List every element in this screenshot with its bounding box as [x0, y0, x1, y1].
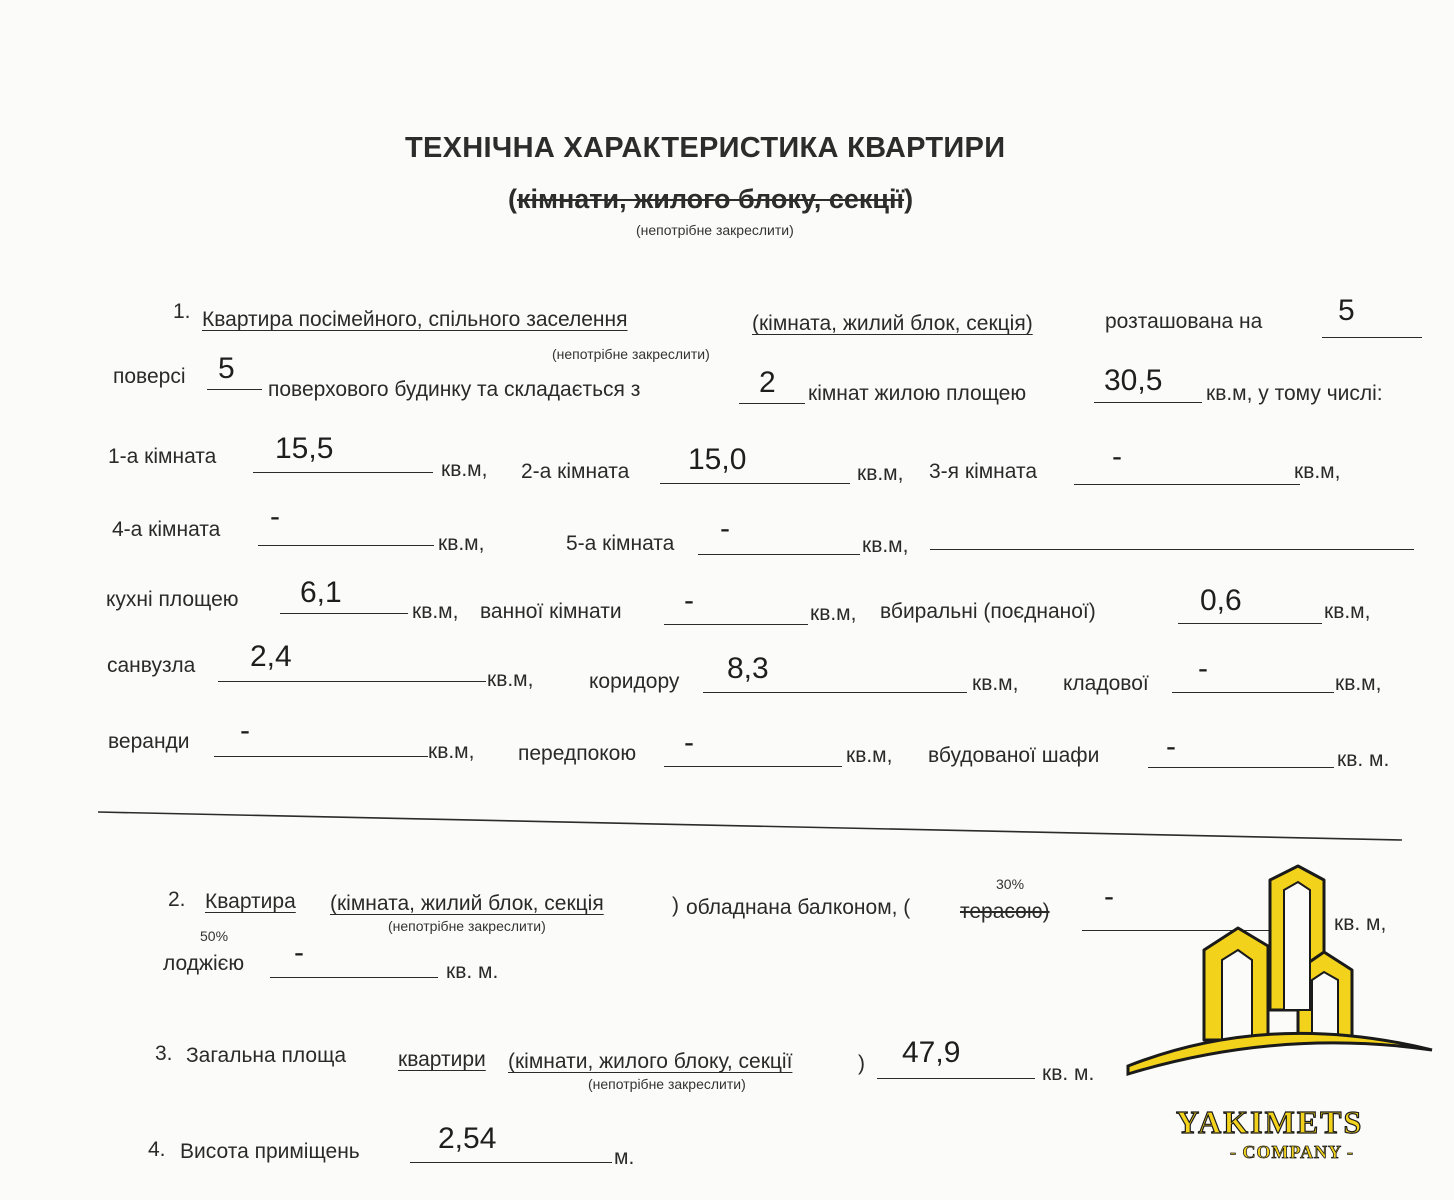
veranda-unit: кв.м,	[428, 740, 475, 763]
page-title: ТЕХНІЧНА ХАРАКТЕРИСТИКА КВАРТИРИ	[405, 132, 1006, 164]
room2-value: 15,0	[688, 443, 747, 476]
floors-total-value: 5	[218, 352, 235, 385]
rooms-count-value: 2	[759, 366, 776, 399]
s3-text-close: )	[858, 1052, 865, 1075]
s1-text-c: поверхового будинку та складається з	[268, 378, 641, 401]
s3-note: (непотрібне закреслити)	[588, 1076, 746, 1092]
room1-unit: кв.м,	[441, 458, 488, 481]
floor-value: 5	[1338, 294, 1355, 327]
percent-30: 30%	[996, 876, 1025, 892]
room4-value: -	[270, 500, 280, 533]
poversi-label: поверсі	[113, 365, 186, 388]
storage-label: кладової	[1063, 672, 1149, 695]
loggia-value: -	[294, 936, 304, 969]
bath-label: ванної кімнати	[480, 600, 622, 623]
s2-text-b: обладнана балконом, (	[686, 896, 911, 919]
bath-unit: кв.м,	[810, 602, 857, 625]
logo-name: YAKIMETS	[1176, 1104, 1364, 1140]
room5-unit: кв.м,	[862, 534, 909, 557]
subtitle-open: (	[508, 184, 517, 214]
balcony-unit: кв. м,	[1334, 912, 1387, 935]
room4-label: 4-а кімната	[112, 518, 221, 541]
logo-sub: - COMPANY -	[1230, 1142, 1354, 1162]
s4-number: 4.	[148, 1138, 166, 1161]
loggia-unit: кв. м.	[446, 960, 499, 983]
s2-text-struck: (кімната, жилий блок, секція	[330, 892, 604, 915]
height-line	[410, 1162, 612, 1163]
sanuzol-label: санвузла	[107, 654, 196, 677]
room2-unit: кв.м,	[857, 462, 904, 485]
s1-text-e: кв.м, у тому числі:	[1206, 382, 1383, 405]
closet-label: вбудованої шафи	[928, 744, 1100, 767]
kitchen-label: кухні площею	[106, 588, 239, 611]
s1-number: 1.	[173, 300, 191, 323]
hall-label: передпокою	[518, 742, 637, 765]
s2-text-close: )	[672, 894, 679, 917]
room3-unit: кв.м,	[1294, 460, 1341, 483]
height-value: 2,54	[438, 1122, 497, 1155]
corridor-unit: кв.м,	[972, 672, 1019, 695]
wc-unit: кв.м,	[1324, 600, 1371, 623]
sanuzol-unit: кв.м,	[487, 668, 534, 691]
s1-note: (непотрібне закреслити)	[552, 346, 710, 362]
closet-value: -	[1166, 730, 1176, 763]
living-area-value: 30,5	[1104, 364, 1163, 397]
total-area-value: 47,9	[902, 1036, 961, 1069]
storage-unit: кв.м,	[1335, 672, 1382, 695]
height-unit: м.	[614, 1146, 635, 1169]
hall-unit: кв.м,	[846, 744, 893, 767]
total-area-line	[877, 1078, 1035, 1079]
subtitle-struck: кімнати, жилого блоку, секції	[517, 184, 905, 214]
s1-text-b: розташована на	[1105, 310, 1263, 333]
s2-note: (непотрібне закреслити)	[388, 918, 546, 934]
kitchen-value: 6,1	[300, 576, 342, 609]
bath-value: -	[684, 584, 694, 617]
room2-label: 2-а кімната	[521, 460, 630, 483]
veranda-label: веранди	[108, 730, 190, 753]
room3-label: 3-я кімната	[929, 460, 1038, 483]
kitchen-unit: кв.м,	[412, 600, 459, 623]
s2-number: 2.	[168, 888, 186, 911]
room1-value: 15,5	[275, 432, 334, 465]
room3-value: -	[1112, 440, 1122, 473]
buildings-logo-icon	[1120, 860, 1440, 1100]
sanuzol-value: 2,4	[250, 640, 292, 673]
closet-unit: кв. м.	[1337, 748, 1390, 771]
s3-number: 3.	[155, 1042, 173, 1065]
subtitle-note: (непотрібне закреслити)	[636, 222, 794, 238]
s3-text-a: Загальна площа	[186, 1044, 347, 1067]
height-label: Висота приміщень	[180, 1140, 360, 1163]
wc-label: вбиральні (поєднаної)	[880, 600, 1096, 623]
s2-terrace-struck: терасою)	[960, 900, 1050, 923]
loggia-label: лоджією	[163, 952, 245, 975]
s1-text-struck: (кімната, жилий блок, секція)	[752, 312, 1033, 335]
room4-unit: кв.м,	[438, 532, 485, 555]
corridor-label: коридору	[589, 670, 680, 693]
balcony-value: -	[1104, 880, 1114, 913]
veranda-value: -	[240, 714, 250, 747]
storage-value: -	[1198, 652, 1208, 685]
s3-text-struck: (кімнати, жилого блоку, секції	[508, 1050, 793, 1073]
subtitle-close: )	[904, 184, 914, 214]
hall-value: -	[684, 726, 694, 759]
percent-50: 50%	[200, 928, 229, 944]
s1-text-a: Квартира посімейного, спільного заселення	[202, 308, 628, 331]
loggia-line	[270, 977, 438, 978]
corridor-value: 8,3	[727, 652, 769, 685]
room1-label: 1-а кімната	[108, 445, 217, 468]
company-logo	[1120, 860, 1440, 1170]
room5-value: -	[720, 512, 730, 545]
s2-text-a: Квартира	[205, 890, 296, 913]
total-area-unit: кв. м.	[1042, 1062, 1095, 1085]
s3-text-b: квартири	[398, 1048, 486, 1071]
wc-value: 0,6	[1200, 584, 1242, 617]
s1-text-d: кімнат жилою площею	[808, 382, 1027, 405]
room5-label: 5-а кімната	[566, 532, 675, 555]
